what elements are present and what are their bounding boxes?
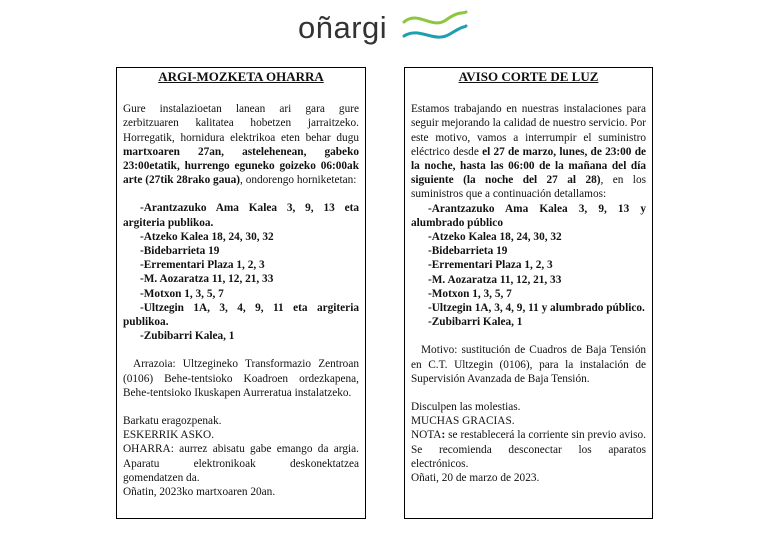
list-item: -M. Aozaratza 11, 12, 21, 33 <box>140 273 274 286</box>
list-item: -Motxon 1, 3, 5, 7 <box>428 287 512 300</box>
list-item: -Ultzegin 1A, 3, 4, 9, 11 eta argiteria publikoa. <box>123 301 359 329</box>
thanks-text: MUCHAS GRACIAS. <box>411 415 515 428</box>
address-list <box>411 202 646 330</box>
wave-logo-icon <box>400 6 470 50</box>
spanish-notice-panel <box>404 67 653 519</box>
notice-reason: Motivo: sustitución de Cuadros de Baja Tensión en C.T. Ultzegin (0106), para la instalación de Supervisión Avanzada de Baja Tensión. <box>411 344 646 385</box>
list-item: -M. Aozaratza 11, 12, 21, 33 <box>428 273 562 286</box>
list-item: -Arantzazuko Ama Kalea 3, 9, 13 y alumbrado público <box>411 202 646 229</box>
list-item: -Bidebarrieta 19 <box>140 245 220 258</box>
list-item: -Errementari Plaza 1, 2, 3 <box>428 259 553 272</box>
signature-text: Oñatin, 2023ko martxoaren 20an. <box>123 486 276 499</box>
notice-intro: Gure instalazioetan lanean ari gara gure zerbitzuaren kalitatea hobetzen jarraitzeko. Horregatik, hornidura elektrikoa eten behar dugu martxoaren 27an, astelehenean, gabeko 23:00etatik, hurrengo eguneko goizeko 06:00ak arte (27tik 28rako gaua), ondorengo horniketetan: <box>123 103 359 187</box>
notice-note: OHARRA: aurrez abisatu gabe emango da argia. Aparatu elektronikoak deskonektatzea gomendatzen da. <box>123 443 359 484</box>
logo-text: oñargi <box>298 10 388 45</box>
apology-text: Disculpen las molestias. <box>411 401 521 414</box>
notice-note: NOTA: se restablecerá la corriente sin previo aviso. Se recomienda desconectar los aparatos electrónicos. <box>411 429 646 470</box>
list-item: -Bidebarrieta 19 <box>428 245 508 258</box>
notice-intro: Estamos trabajando en nuestras instalaciones para seguir mejorando la calidad de nuestro servicio. Por este motivo, vamos a interrumpir el suministro eléctrico desde el 27 de marzo, lunes, de 23:00 de la noche, hasta las 06:00 de la mañana del día siguiente (la noche del 27 al 28), en los suministros que a continuación detallamos: <box>411 103 646 201</box>
list-item: -Ultzegin 1A, 3, 4, 9, 11 y alumbrado público. <box>428 302 645 315</box>
notice-title: AVISO CORTE DE LUZ <box>458 69 599 84</box>
notice-reason: Arrazoia: Ultzegineko Transformazio Zentroan (0106) Behe-tentsioko Koadroen ordezkapena, Behe-tentsioko Ikuskapen Aurreratua instalatzeko. <box>123 358 359 399</box>
list-item: -Errementari Plaza 1, 2, 3 <box>140 259 265 272</box>
basque-notice-panel <box>116 67 366 519</box>
thanks-text: ESKERRIK ASKO. <box>123 429 215 442</box>
address-list <box>123 201 359 343</box>
list-item: -Zubibarri Kalea, 1 <box>140 330 235 343</box>
apology-text: Barkatu eragozpenak. <box>123 415 222 428</box>
notice-title: ARGI-MOZKETA OHARRA <box>158 69 324 84</box>
list-item: -Atzeko Kalea 18, 24, 30, 32 <box>428 231 562 244</box>
signature-text: Oñati, 20 de marzo de 2023. <box>411 472 540 485</box>
onargi-logo <box>298 6 478 50</box>
list-item: -Atzeko Kalea 18, 24, 30, 32 <box>140 230 274 243</box>
list-item: -Zubibarri Kalea, 1 <box>428 316 523 329</box>
list-item: -Arantzazuko Ama Kalea 3, 9, 13 eta argiteria publikoa. <box>123 202 359 229</box>
list-item: -Motxon 1, 3, 5, 7 <box>140 287 224 300</box>
